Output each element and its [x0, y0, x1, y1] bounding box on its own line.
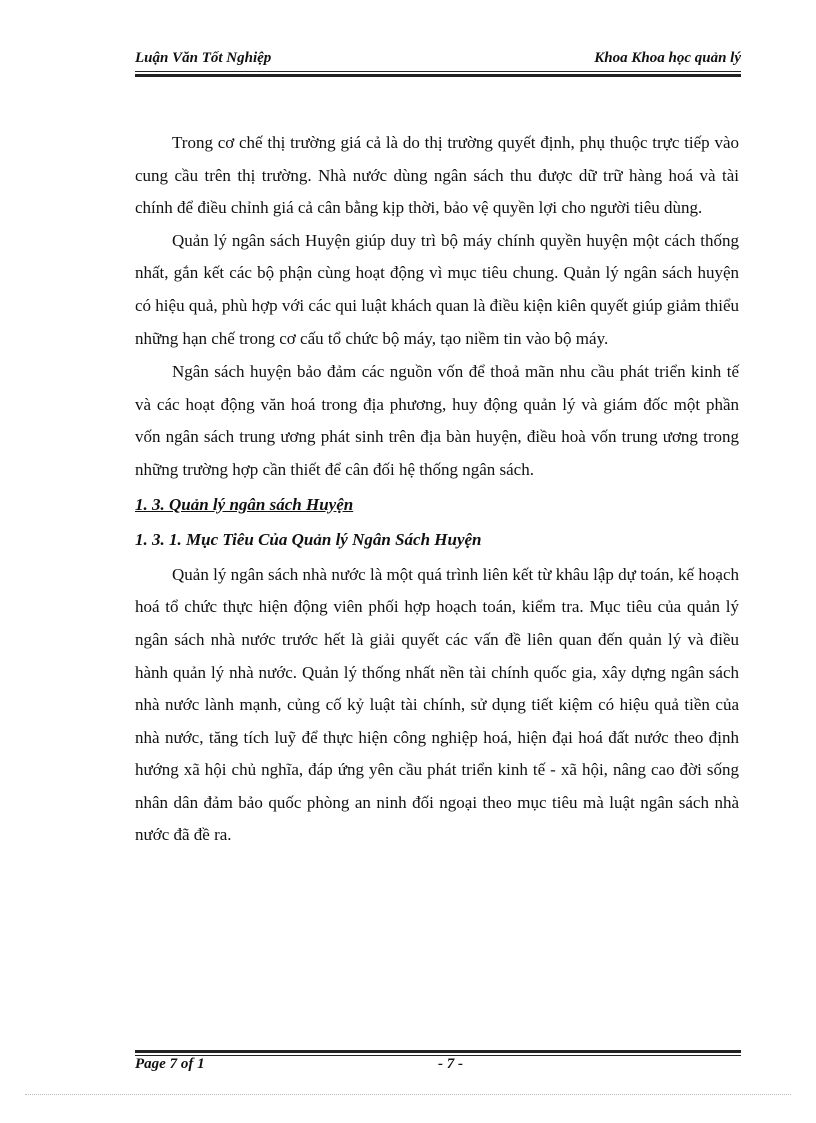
paragraph-budget-objectives: Quản lý ngân sách nhà nước là một quá trình liên kết từ khâu lập dự toán, kế hoạch hoá tổ chức thực hiện động viên phối hợp hoạch toán, kiểm tra. Mục tiêu của quản lý ngân sách nhà nước trước hết là giải quyết các vấn đề liên quan đến quản lý và điều hành quản lý nhà nước. Quản lý thống nhất nền tài chính quốc gia, xây dựng ngân sách nhà nước lành mạnh, củng cố kỷ luật tài chính, sử dụng tiết kiệm có hiệu quả tiền của nhà nước, tăng tích luỹ để thực hiện công nghiệp hoá, hiện đại hoá đất nước theo định hướng xã hội chủ nghĩa, đáp ứng yên cầu phát triển kinh tế - xã hội, nâng cao đời sống nhân dân đảm bảo quốc phòng an ninh đối ngoại theo mục tiêu mà luật ngân sách nhà nước đã đề ra. [135, 564, 739, 845]
header-rule-thick [135, 74, 741, 77]
section-heading: 1. 3. Quản lý ngân sách Huyện [135, 494, 354, 514]
paragraph-market-mechanism: Trong cơ chế thị trường giá cả là do thị trường quyết định, phụ thuộc trực tiếp vào cung cầu trên thị trường. Nhà nước dùng ngân sách thu được dữ trữ hàng hoá và tài chính để điều chỉnh giá cả cân bằng kịp thời, bảo vệ quyền lợi cho người tiêu dùng. [135, 133, 739, 218]
subsection-heading: 1. 3. 1. Mục Tiêu Của Quản lý Ngân Sách Huyện [135, 530, 482, 550]
paragraph-district-budget-funding: Ngân sách huyện bảo đảm các nguồn vốn để thoả mãn nhu cầu phát triển kinh tế và các hoạt động văn hoá trong địa phương, huy động quản lý và giám đốc một phần vốn ngân sách trung ương phát sinh trên địa bàn huyện, điều hoà vốn trung ương trong những trường hợp cần thiết để cân đối hệ thống ngân sách. [135, 362, 739, 479]
footer-page-number: - 7 - [438, 1056, 463, 1072]
footer-rule-thick [135, 1050, 741, 1053]
header-thesis-title: Luận Văn Tốt Nghiệp [135, 50, 272, 66]
header-rule-thin [135, 71, 741, 72]
document-body [135, 127, 739, 852]
page-header [135, 48, 741, 70]
page-footer [135, 1056, 741, 1078]
footer-page-count: Page 7 of 1 [135, 1056, 205, 1072]
page-bottom-divider [25, 1094, 791, 1095]
header-faculty-name: Khoa Khoa học quản lý [594, 50, 741, 66]
paragraph-district-budget-management: Quản lý ngân sách Huyện giúp duy trì bộ máy chính quyền huyện một cách thống nhất, gắn kết các bộ phận cùng hoạt động vì mục tiêu chung. Quản lý ngân sách huyện có hiệu quả, phù hợp với các qui luật khách quan là điều kiện kiên quyết giúp giảm thiểu những hạn chế trong cơ cấu tổ chức bộ máy, tạo niềm tin vào bộ máy. [135, 230, 739, 348]
